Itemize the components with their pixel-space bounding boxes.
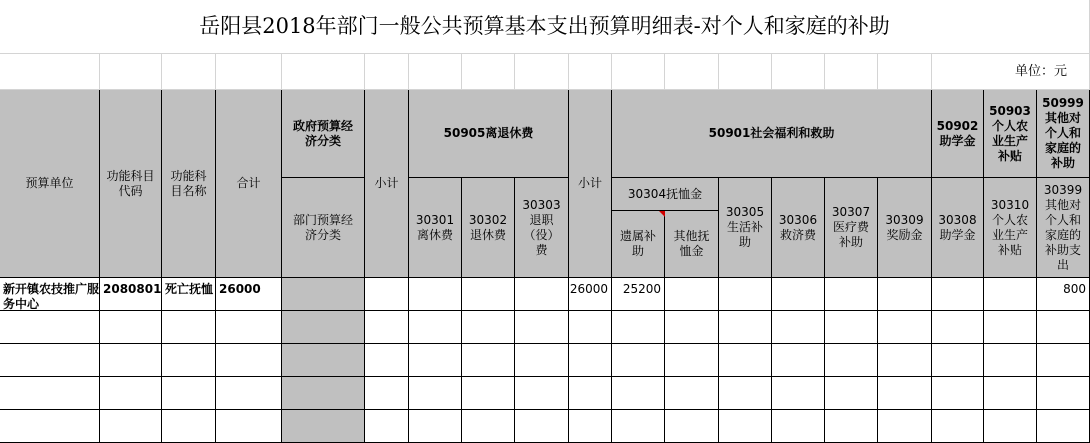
empty-cell[interactable] (409, 54, 462, 90)
header-30307: 30307医疗费补助 (825, 178, 878, 278)
empty-cell[interactable] (100, 311, 162, 344)
header-30399: 30399其他对个人和家庭的补助支出 (1037, 178, 1090, 278)
empty-cell[interactable] (409, 311, 462, 344)
empty-cell[interactable] (515, 311, 569, 344)
empty-cell[interactable] (612, 410, 665, 443)
empty-cell[interactable] (665, 311, 719, 344)
header-func-name: 功能科目名称 (162, 90, 216, 278)
cell-30303[interactable] (515, 278, 569, 311)
empty-cell[interactable] (719, 54, 772, 90)
empty-cell[interactable] (216, 344, 282, 377)
empty-cell[interactable] (569, 311, 612, 344)
cell-yishu[interactable]: 25200 (612, 278, 665, 311)
empty-cell[interactable] (612, 54, 665, 90)
empty-cell[interactable] (100, 410, 162, 443)
header-subtotal-1: 小计 (365, 90, 409, 278)
empty-cell[interactable] (772, 54, 825, 90)
sheet-title: 岳阳县2018年部门一般公共预算基本支出预算明细表-对个人和家庭的补助 (0, 0, 1090, 54)
header-total: 合计 (216, 90, 282, 278)
empty-cell[interactable] (365, 311, 409, 344)
cell-30306[interactable] (772, 278, 825, 311)
header-gov-econ-class: 政府预算经济分类 (282, 90, 365, 178)
header-30305: 30305生活补助 (719, 178, 772, 278)
empty-cell[interactable] (719, 344, 772, 377)
empty-cell[interactable] (878, 344, 932, 377)
empty-cell[interactable] (569, 377, 612, 410)
empty-cell[interactable] (984, 311, 1037, 344)
empty-cell[interactable] (984, 410, 1037, 443)
empty-cell[interactable] (878, 410, 932, 443)
empty-cell[interactable] (612, 344, 665, 377)
empty-cell[interactable] (665, 377, 719, 410)
empty-cell[interactable] (162, 311, 216, 344)
empty-cell[interactable] (282, 410, 365, 443)
header-50903: 50903个人农业生产补贴 (984, 90, 1037, 178)
header-30310: 30310个人农业生产补贴 (984, 178, 1037, 278)
cell-subtotal-1[interactable] (365, 278, 409, 311)
empty-cell[interactable] (282, 311, 365, 344)
cell-unit-name[interactable]: 新开镇农技推广服务中心 (0, 278, 100, 311)
empty-cell[interactable] (462, 311, 515, 344)
empty-cell[interactable] (365, 54, 409, 90)
header-yishu: 遗属补助 (612, 211, 665, 278)
header-func-code: 功能科目代码 (100, 90, 162, 278)
empty-cell[interactable] (825, 344, 878, 377)
empty-cell[interactable] (409, 344, 462, 377)
empty-cell[interactable] (665, 410, 719, 443)
empty-cell[interactable] (612, 377, 665, 410)
unit-label: 单位：元 (932, 54, 1090, 90)
cell-30309[interactable] (878, 278, 932, 311)
cell-30302[interactable] (462, 278, 515, 311)
empty-cell[interactable] (932, 311, 984, 344)
empty-cell[interactable] (462, 410, 515, 443)
cell-subtotal-2[interactable]: 26000 (569, 278, 612, 311)
empty-cell[interactable] (665, 54, 719, 90)
header-30301: 30301离休费 (409, 178, 462, 278)
header-50999: 50999其他对个人和家庭的补助 (1037, 90, 1090, 178)
empty-cell[interactable] (365, 377, 409, 410)
empty-cell[interactable] (100, 54, 162, 90)
empty-cell[interactable] (0, 344, 100, 377)
empty-cell[interactable] (1037, 344, 1090, 377)
empty-cell[interactable] (515, 54, 569, 90)
cell-30307[interactable] (825, 278, 878, 311)
header-dept-econ-class: 部门预算经济分类 (282, 178, 365, 278)
cell-30301[interactable] (409, 278, 462, 311)
empty-cell[interactable] (162, 377, 216, 410)
empty-cell[interactable] (162, 54, 216, 90)
empty-cell[interactable] (612, 311, 665, 344)
empty-cell[interactable] (825, 410, 878, 443)
cell-dept-econ[interactable] (282, 278, 365, 311)
empty-cell[interactable] (878, 377, 932, 410)
empty-cell[interactable] (772, 377, 825, 410)
empty-cell[interactable] (1037, 311, 1090, 344)
header-subtotal-2: 小计 (569, 90, 612, 278)
empty-cell[interactable] (772, 410, 825, 443)
empty-cell[interactable] (932, 410, 984, 443)
empty-cell[interactable] (462, 54, 515, 90)
empty-cell[interactable] (772, 311, 825, 344)
empty-cell[interactable] (282, 377, 365, 410)
empty-cell[interactable] (365, 410, 409, 443)
empty-cell[interactable] (162, 344, 216, 377)
empty-cell[interactable] (772, 344, 825, 377)
cell-30308[interactable] (932, 278, 984, 311)
empty-cell[interactable] (932, 344, 984, 377)
empty-cell[interactable] (719, 410, 772, 443)
empty-cell[interactable] (0, 377, 100, 410)
empty-cell[interactable] (569, 54, 612, 90)
header-30303: 30303退职（役）费 (515, 178, 569, 278)
header-50901: 50901社会福利和救助 (612, 90, 932, 178)
empty-cell[interactable] (878, 311, 932, 344)
cell-30310[interactable] (984, 278, 1037, 311)
empty-cell[interactable] (569, 344, 612, 377)
empty-cell[interactable] (100, 377, 162, 410)
cell-func-name[interactable]: 死亡抚恤 (162, 278, 216, 311)
cell-30305[interactable] (719, 278, 772, 311)
empty-cell[interactable] (0, 311, 100, 344)
empty-cell[interactable] (216, 311, 282, 344)
header-30304: 30304抚恤金 (612, 178, 719, 211)
empty-cell[interactable] (282, 54, 365, 90)
empty-cell[interactable] (1037, 410, 1090, 443)
empty-cell[interactable] (462, 377, 515, 410)
empty-cell[interactable] (984, 344, 1037, 377)
empty-cell[interactable] (365, 344, 409, 377)
empty-cell[interactable] (0, 54, 100, 90)
empty-cell[interactable] (409, 377, 462, 410)
empty-cell[interactable] (984, 377, 1037, 410)
cell-total[interactable]: 26000 (216, 278, 282, 311)
header-30308: 30308助学金 (932, 178, 984, 278)
empty-cell[interactable] (216, 377, 282, 410)
empty-cell[interactable] (719, 377, 772, 410)
empty-cell[interactable] (0, 410, 100, 443)
empty-cell[interactable] (825, 311, 878, 344)
header-50905: 50905离退休费 (409, 90, 569, 178)
header-50902: 50902助学金 (932, 90, 984, 178)
cell-func-code[interactable]: 2080801 (100, 278, 162, 311)
header-30309: 30309奖励金 (878, 178, 932, 278)
empty-cell[interactable] (1037, 377, 1090, 410)
empty-cell[interactable] (462, 344, 515, 377)
empty-cell[interactable] (569, 410, 612, 443)
cell-qita-fuxu[interactable] (665, 278, 719, 311)
empty-cell[interactable] (665, 344, 719, 377)
empty-cell[interactable] (932, 377, 984, 410)
empty-cell[interactable] (719, 311, 772, 344)
empty-cell[interactable] (878, 54, 932, 90)
empty-cell[interactable] (216, 54, 282, 90)
header-30302: 30302退休费 (462, 178, 515, 278)
header-qita-fuxu: 其他抚恤金 (665, 211, 719, 278)
empty-cell[interactable] (825, 54, 878, 90)
empty-cell[interactable] (409, 410, 462, 443)
cell-30399[interactable]: 800 (1037, 278, 1090, 311)
empty-cell[interactable] (282, 344, 365, 377)
empty-cell[interactable] (515, 410, 569, 443)
empty-cell[interactable] (515, 377, 569, 410)
empty-cell[interactable] (100, 344, 162, 377)
empty-cell[interactable] (216, 410, 282, 443)
empty-cell[interactable] (515, 344, 569, 377)
empty-cell[interactable] (162, 410, 216, 443)
header-unit-name: 预算单位 (0, 90, 100, 278)
header-30306: 30306救济费 (772, 178, 825, 278)
empty-cell[interactable] (825, 377, 878, 410)
